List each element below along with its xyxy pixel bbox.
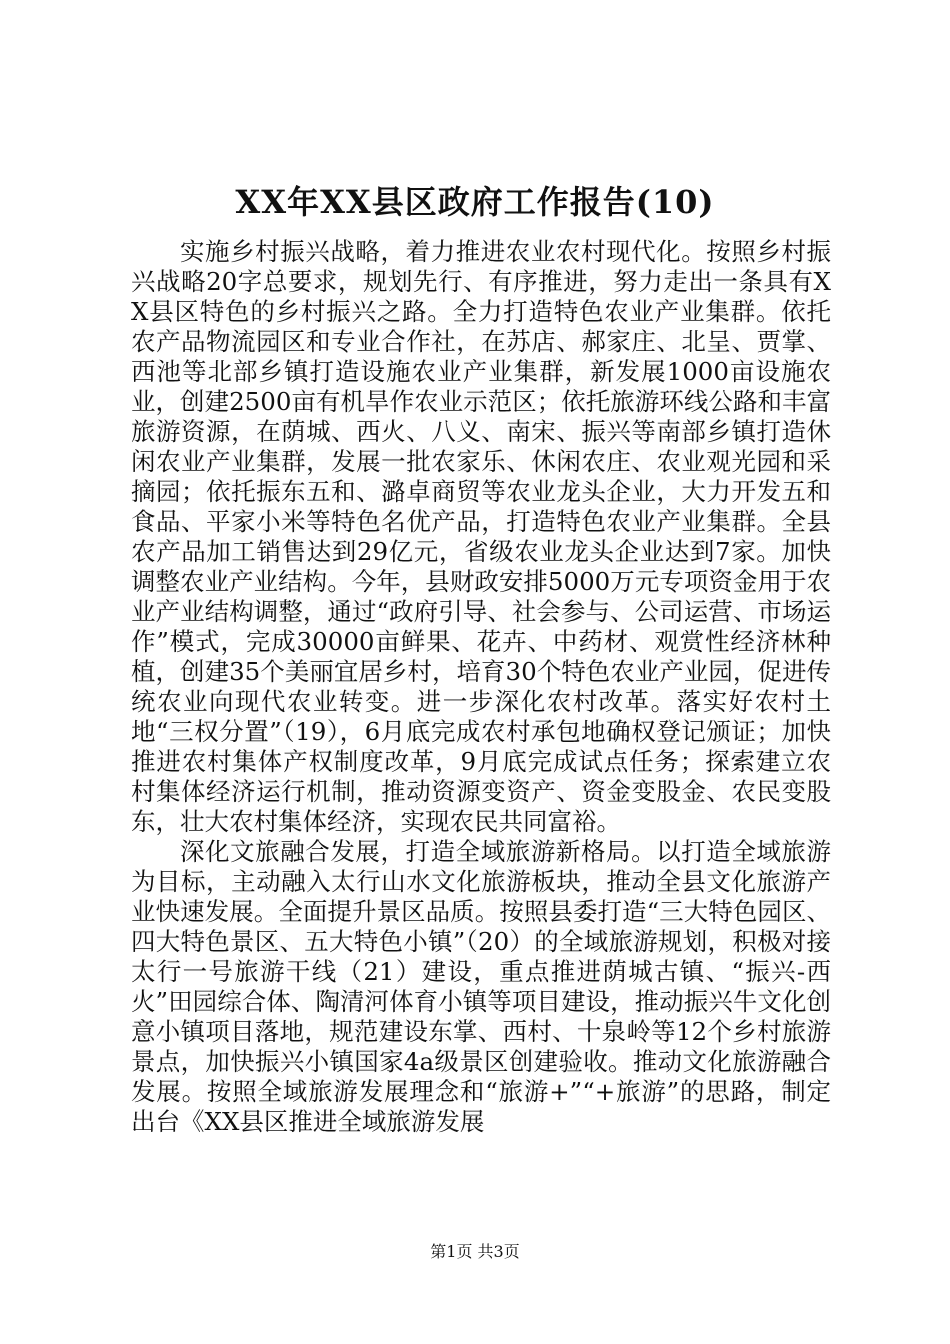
page-footer: 第1页 共3页 (430, 1242, 520, 1261)
document-title: XX年XX县区政府工作报告(10) (235, 183, 715, 221)
paragraph-culture-tourism: 深化文旅融合发展，打造全域旅游新格局。以打造全域旅游为目标，主动融入太行山水文化旅游板块，推动全县文化旅游产业快速发展。全面提升景区品质。按照县委打造“三大特色园区、四大特色景区、五大特色小镇”（20）的全域旅游规划，积极对接太行一号旅游干线（21）建设，重点推进荫城古镇、“振兴-西火”田园综合体、陶清河体育小镇等项目建设，推动振兴牛文化创意小镇项目落地，规范建设东掌、西村、十泉岭等12个乡村旅游景点，加快振兴小镇国家4a级景区创建验收。推动文化旅游融合发展。按照全域旅游发展理念和“旅游+”“+旅游”的思路，制定出台《XX县区推进全域旅游发展 (131, 837, 831, 1136)
document-body (131, 237, 831, 1137)
paragraph-rural-revitalization: 实施乡村振兴战略，着力推进农业农村现代化。按照乡村振兴战略20字总要求，规划先行、有序推进，努力走出一条具有XX县区特色的乡村振兴之路。全力打造特色农业产业集群。依托农产品物流园区和专业合作社，在苏店、郝家庄、北呈、贾掌、西池等北部乡镇打造设施农业产业集群，新发展1000亩设施农业，创建2500亩有机旱作农业示范区；依托旅游环线公路和丰富旅游资源，在荫城、西火、八义、南宋、振兴等南部乡镇打造休闲农业产业集群，发展一批农家乐、休闲农庄、农业观光园和采摘园；依托振东五和、潞卓商贸等农业龙头企业，大力开发五和食品、平家小米等特色名优产品，打造特色农业产业集群。全县农产品加工销售达到29亿元，省级农业龙头企业达到7家。加快调整农业产业结构。今年，县财政安排5000万元专项资金用于农业产业结构调整，通过“政府引导、社会参与、公司运营、市场运作”模式，完成30000亩鲜果、花卉、中药材、观赏性经济林种植，创建35个美丽宜居乡村，培育30个特色农业产业园，促进传统农业向现代农业转变。进一步深化农村改革。落实好农村土地“三权分置”（19），6月底完成农村承包地确权登记颁证；加快推进农村集体产权制度改革，9月底完成试点任务；探索建立农村集体经济运行机制，推动资源变资产、资金变股金、农民变股东，壮大农村集体经济，实现农民共同富裕。 (131, 237, 831, 836)
